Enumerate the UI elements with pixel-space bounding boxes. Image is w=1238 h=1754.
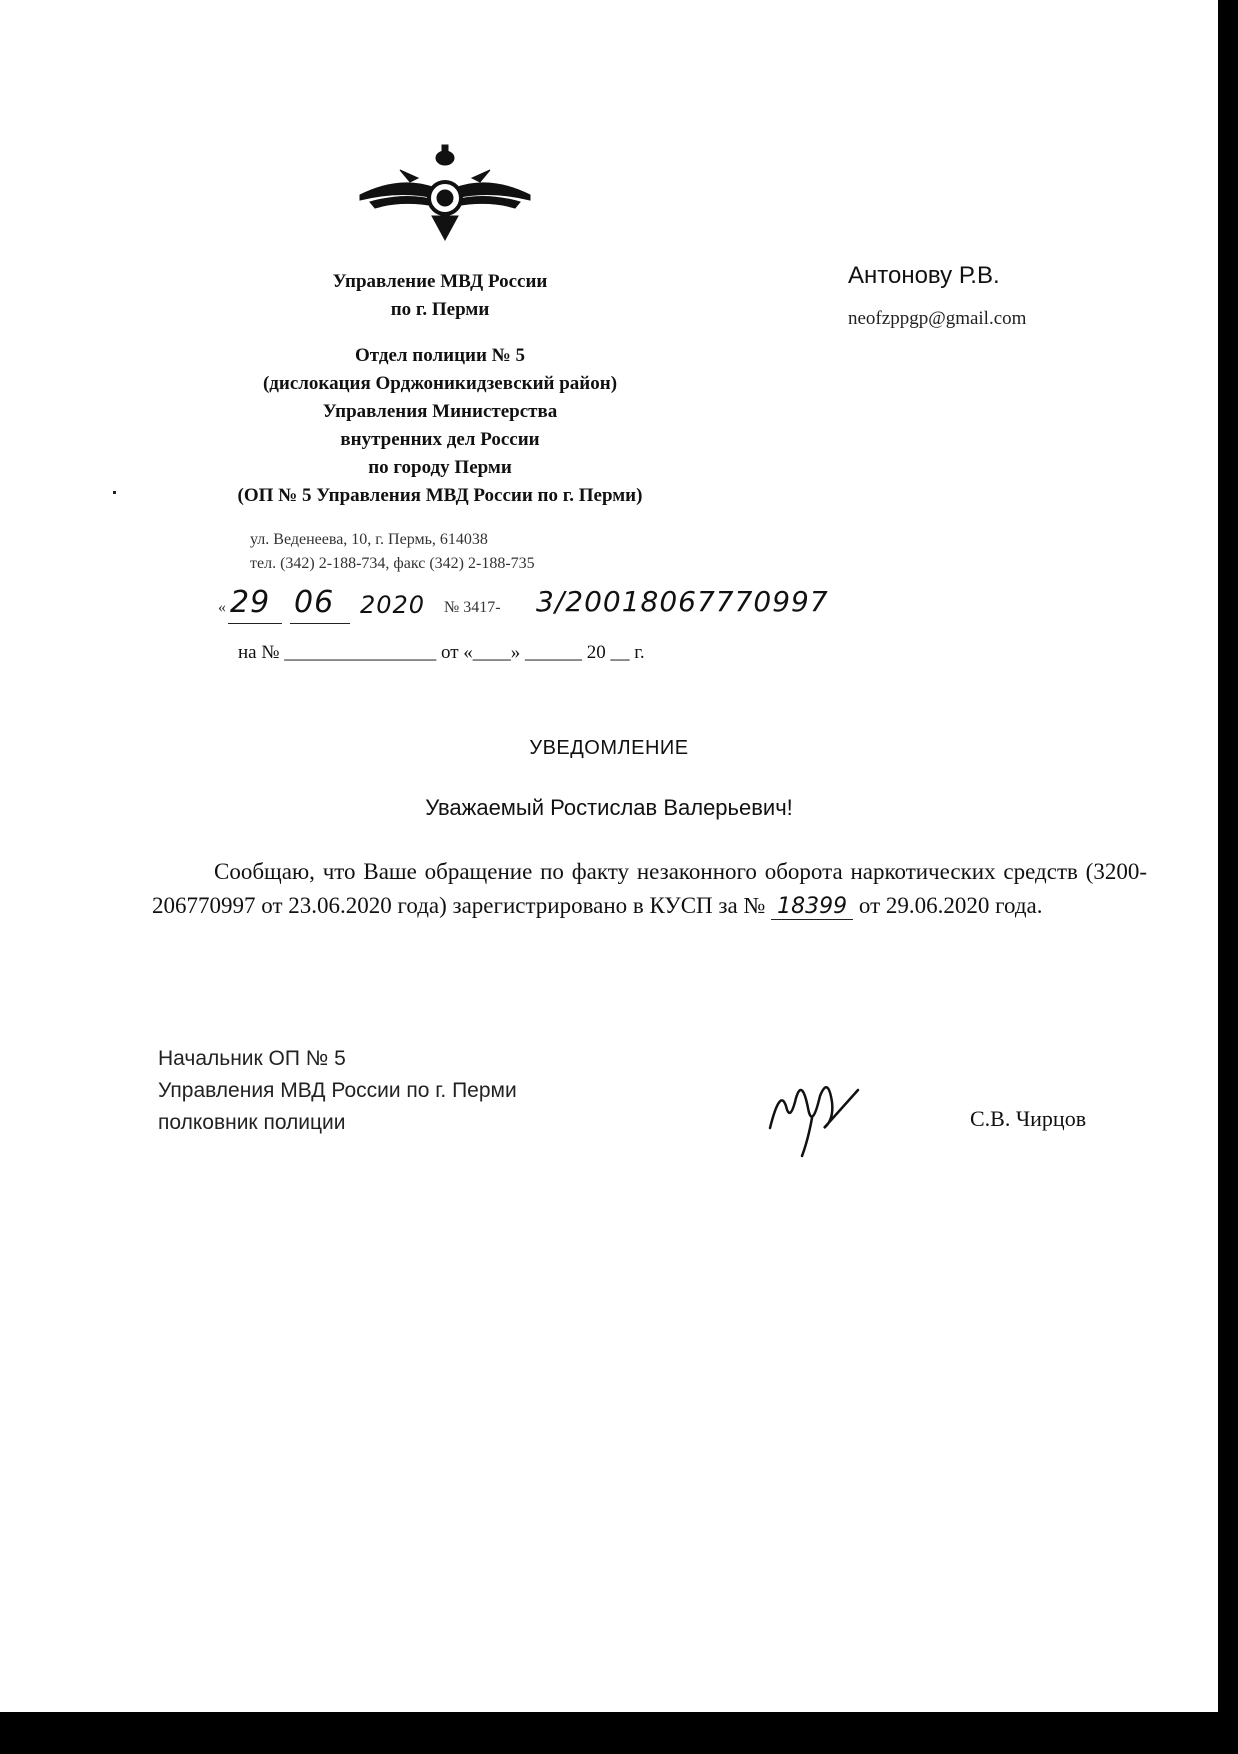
handwritten-signature-icon — [762, 1068, 872, 1158]
letterhead-address — [250, 528, 690, 576]
scan-border-right — [1218, 0, 1238, 1754]
notice-body — [152, 855, 1147, 924]
registration-line: « 29 06 2020 № 3417- 3/20018067770997 — [218, 585, 858, 629]
dept-line-3: Управления Министерства — [322, 401, 558, 422]
signer-title-line-1: Начальник ОП № 5 — [158, 1047, 346, 1070]
reg-year: 2020 — [360, 591, 426, 619]
reference-line: на № ________________ от «____» ______ 20 __ г. — [238, 642, 645, 663]
dept-line-5: по городу Перми — [368, 457, 512, 478]
reg-number-prefix: № 3417- — [444, 599, 501, 616]
signer-title-line-2: Управления МВД России по г. Перми — [158, 1079, 517, 1102]
reg-month: 06 — [294, 585, 335, 620]
recipient-email: neofzppgp@gmail.com — [848, 308, 1027, 329]
org-city: по г. Перми — [390, 299, 490, 320]
dept-short-name: (ОП № 5 Управления МВД России по г. Перми) — [237, 485, 643, 506]
notice-body-text: Сообщаю, что Ваше обращение по факту незаконного оборота наркотических средств (3200-206770997 от 23.06.2020 года) зарегистрировано в КУСП за № — [152, 859, 1147, 918]
mvd-eagle-emblem-icon — [340, 140, 550, 250]
kusp-number: 18399 — [771, 894, 853, 920]
dept-location: (дислокация Орджоникидзевский район) — [262, 373, 618, 394]
salutation: Уважаемый Ростислав Валерьевич! — [425, 795, 793, 820]
signer-name: С.В. Чирцов — [970, 1106, 1087, 1131]
org-name: Управление МВД России — [332, 271, 548, 292]
letterhead — [180, 268, 700, 510]
signer-rank: полковник полиции — [158, 1111, 346, 1134]
reg-day: 29 — [230, 585, 271, 620]
notice-body-date: от 29.06.2020 года. — [858, 893, 1043, 918]
dept-line-4: внутренних дел России — [340, 429, 540, 450]
address-line: ул. Веденеева, 10, г. Пермь, 614038 — [250, 531, 488, 548]
scan-border-bottom — [0, 1712, 1238, 1754]
scan-speck — [113, 491, 116, 494]
notice-title: УВЕДОМЛЕНИЕ — [529, 737, 689, 759]
signer-position — [158, 1043, 678, 1139]
recipient-name: Антонову Р.В. — [848, 262, 1000, 289]
reg-number: 3/20018067770997 — [536, 585, 829, 618]
recipient-block — [848, 262, 1178, 330]
dept-name: Отдел полиции № 5 — [354, 345, 526, 366]
phone-line: тел. (342) 2-188-734, факс (342) 2-188-735 — [250, 555, 535, 572]
